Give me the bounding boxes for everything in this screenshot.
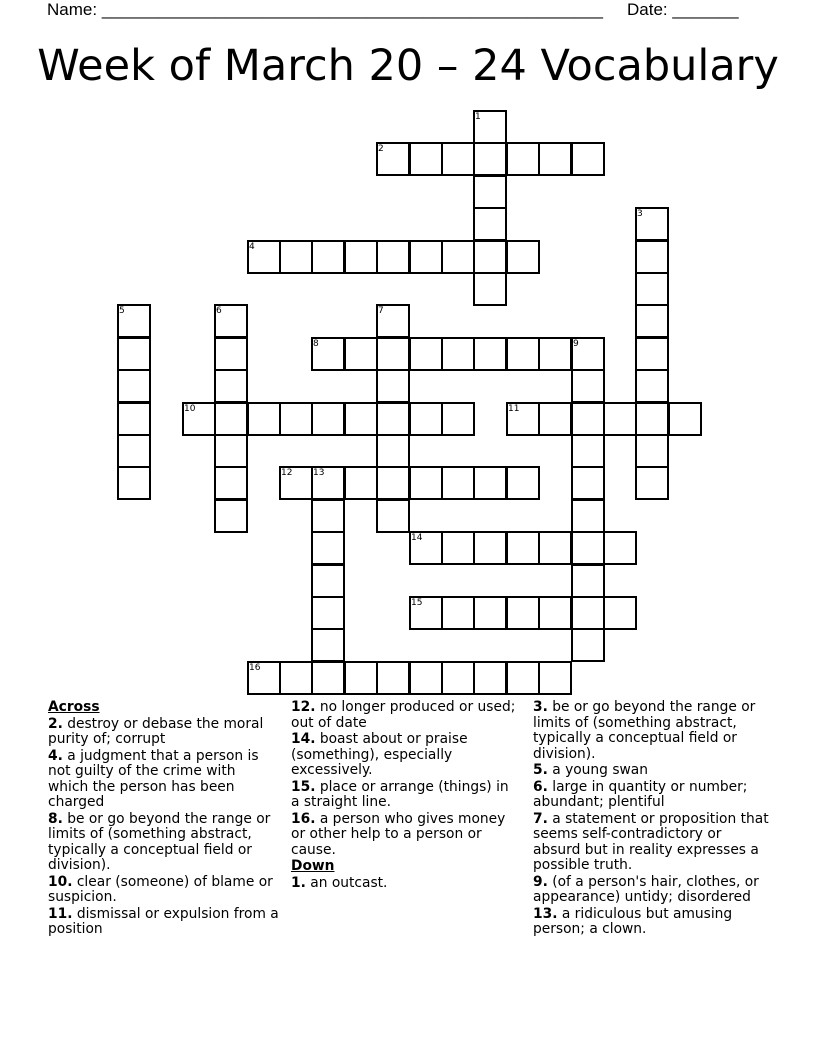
crossword-cell[interactable] [538, 531, 572, 565]
crossword-cell[interactable] [311, 564, 345, 598]
crossword-cell[interactable] [409, 596, 443, 630]
crossword-cell[interactable] [214, 499, 248, 533]
crossword-cell[interactable] [376, 304, 410, 338]
crossword-cell[interactable] [376, 466, 410, 500]
clues-column-3 [533, 700, 769, 939]
crossword-cell[interactable] [311, 337, 345, 371]
crossword-cell[interactable] [376, 402, 410, 436]
crossword-cell[interactable] [376, 499, 410, 533]
crossword-cell[interactable] [635, 369, 669, 403]
clue-across-11: 11. dismissal or expulsion from a position [48, 905, 279, 937]
clue-down-5: 5. a young swan [533, 762, 648, 778]
crossword-cell[interactable] [473, 175, 507, 209]
crossword-cell[interactable] [214, 304, 248, 338]
crossword-cell[interactable] [571, 499, 605, 533]
crossword-cell[interactable] [279, 661, 313, 695]
crossword-cell[interactable] [506, 596, 540, 630]
crossword-cell[interactable] [376, 434, 410, 468]
clue-number: 12 [281, 468, 293, 478]
crossword-cell[interactable] [473, 240, 507, 274]
crossword-cell[interactable] [311, 661, 345, 695]
crossword-cell[interactable] [441, 337, 475, 371]
clue-number: 6 [216, 306, 222, 316]
crossword-cell[interactable] [506, 402, 540, 436]
crossword-cell[interactable] [279, 402, 313, 436]
crossword-cell[interactable] [571, 142, 605, 176]
crossword-cell[interactable] [409, 337, 443, 371]
crossword-cell[interactable] [279, 240, 313, 274]
crossword-cell[interactable] [571, 369, 605, 403]
crossword-cell[interactable] [376, 369, 410, 403]
crossword-cell[interactable] [441, 661, 475, 695]
clue-number: 8 [313, 339, 319, 349]
crossword-cell[interactable] [603, 596, 637, 630]
crossword-cell[interactable] [311, 596, 345, 630]
clue-across-12: 12. no longer produced or used; out of date [291, 699, 516, 731]
crossword-cell[interactable] [214, 434, 248, 468]
crossword-cell[interactable] [311, 466, 345, 500]
crossword-cell[interactable] [571, 564, 605, 598]
crossword-cell[interactable] [571, 466, 605, 500]
crossword-cell[interactable] [441, 596, 475, 630]
crossword-cell[interactable] [473, 466, 507, 500]
crossword-cell[interactable] [635, 240, 669, 274]
clue-number: 3 [637, 209, 643, 219]
crossword-cell[interactable] [214, 402, 248, 436]
clue-number: 9 [573, 339, 579, 349]
clue-across-14: 14. boast about or praise (something), especially excessively. [291, 731, 468, 778]
down-heading: Down [291, 858, 335, 874]
crossword-cell[interactable] [409, 661, 443, 695]
crossword-cell[interactable] [571, 596, 605, 630]
crossword-cell[interactable] [635, 402, 669, 436]
crossword-cell[interactable] [344, 240, 378, 274]
crossword-cell[interactable] [214, 337, 248, 371]
clue-number: 4 [249, 242, 255, 252]
crossword-cell[interactable] [409, 531, 443, 565]
crossword-cell[interactable] [473, 142, 507, 176]
crossword-cell[interactable] [571, 531, 605, 565]
clue-number: 2 [378, 144, 384, 154]
clue-across-15: 15. place or arrange (things) in a straight line. [291, 778, 509, 810]
crossword-cell[interactable] [473, 110, 507, 144]
crossword-cell[interactable] [214, 466, 248, 500]
clue-across-16: 16. a person who gives money or other help to a person or cause. [291, 810, 506, 858]
clue-number: 14 [411, 533, 423, 543]
crossword-cell[interactable] [635, 434, 669, 468]
clue-number: 16 [249, 663, 261, 673]
name-line[interactable]: _____________________________________________________ [101, 0, 603, 19]
crossword-cell[interactable] [571, 628, 605, 662]
crossword-cell[interactable] [117, 402, 151, 436]
crossword-cell[interactable] [311, 531, 345, 565]
crossword-cell[interactable] [473, 337, 507, 371]
crossword-cell[interactable] [506, 337, 540, 371]
clue-down-6: 6. large in quantity or number; abundant; plentiful [533, 778, 748, 810]
crossword-cell[interactable] [473, 531, 507, 565]
clue-across-10: 10. clear (someone) of blame or suspicion. [48, 873, 273, 905]
crossword-cell[interactable] [376, 142, 410, 176]
crossword-cell[interactable] [117, 466, 151, 500]
crossword-cell[interactable] [571, 402, 605, 436]
crossword-cell[interactable] [473, 207, 507, 241]
crossword-cell[interactable] [214, 369, 248, 403]
clue-down-3: 3. be or go beyond the range or limits of (something abstract, typically a conceptual field or division). [533, 699, 756, 762]
crossword-cell[interactable] [311, 499, 345, 533]
crossword-cell[interactable] [344, 661, 378, 695]
crossword-cell[interactable] [376, 337, 410, 371]
crossword-cell[interactable] [117, 434, 151, 468]
clue-down-1: 1. an outcast. [291, 874, 388, 891]
clue-number: 11 [508, 404, 520, 414]
clue-down-13: 13. a ridiculous but amusing person; a clown. [533, 905, 733, 937]
crossword-cell[interactable] [538, 402, 572, 436]
crossword-cell[interactable] [506, 531, 540, 565]
crossword-cell[interactable] [635, 207, 669, 241]
clue-number: 13 [313, 468, 325, 478]
crossword-cell[interactable] [117, 304, 151, 338]
crossword-cell[interactable] [409, 402, 443, 436]
name-label: Name: [47, 0, 98, 19]
crossword-cell[interactable] [311, 402, 345, 436]
clue-number: 10 [184, 404, 196, 414]
crossword-cell[interactable] [635, 466, 669, 500]
crossword-cell[interactable] [376, 240, 410, 274]
date-line[interactable]: _______ [672, 0, 739, 19]
page-title: Week of March 20 – 24 Vocabulary [37, 41, 779, 91]
crossword-cell[interactable] [344, 337, 378, 371]
crossword-cell[interactable] [409, 466, 443, 500]
crossword-cell[interactable] [344, 466, 378, 500]
crossword-cell[interactable] [571, 434, 605, 468]
crossword-cell[interactable] [441, 531, 475, 565]
crossword-cell[interactable] [441, 402, 475, 436]
clue-across-4: 4. a judgment that a person is not guilty of the crime with which the person has been charged [48, 747, 259, 810]
date-label: Date: [627, 0, 668, 19]
crossword-cell[interactable] [506, 466, 540, 500]
crossword-cell[interactable] [311, 240, 345, 274]
crossword-cell[interactable] [538, 661, 572, 695]
clues-column-2 [291, 700, 521, 892]
clue-down-7: 7. a statement or proposition that seems self-contradictory or absurd but in reality expresses a possible truth. [533, 810, 769, 873]
crossword-cell[interactable] [506, 661, 540, 695]
crossword-cell[interactable] [409, 142, 443, 176]
crossword-cell[interactable] [506, 240, 540, 274]
crossword-cell[interactable] [247, 240, 281, 274]
crossword-cell[interactable] [506, 142, 540, 176]
crossword-cell[interactable] [344, 402, 378, 436]
crossword-cell[interactable] [538, 142, 572, 176]
crossword-cell[interactable] [603, 402, 637, 436]
crossword-cell[interactable] [473, 596, 507, 630]
clue-across-8: 8. be or go beyond the range or limits of (something abstract, typically a conceptual field or division). [48, 810, 271, 873]
clue-number: 7 [378, 306, 384, 316]
clues-column-1 [48, 700, 280, 939]
clue-across-2: 2. destroy or debase the moral purity of; corrupt [48, 715, 264, 747]
crossword-cell[interactable] [635, 337, 669, 371]
crossword-cell[interactable] [441, 466, 475, 500]
clue-number: 5 [119, 306, 125, 316]
crossword-cell[interactable] [635, 272, 669, 306]
crossword-cell[interactable] [311, 628, 345, 662]
crossword-cell[interactable] [441, 142, 475, 176]
crossword-cell[interactable] [117, 337, 151, 371]
across-heading: Across [48, 699, 100, 715]
crossword-cell[interactable] [635, 304, 669, 338]
crossword-cell[interactable] [538, 596, 572, 630]
crossword-cell[interactable] [376, 661, 410, 695]
clue-number: 15 [411, 598, 423, 608]
crossword-cell[interactable] [473, 272, 507, 306]
crossword-cell[interactable] [279, 466, 313, 500]
clue-down-9: 9. (of a person's hair, clothes, or appearance) untidy; disordered [533, 873, 759, 905]
crossword-cell[interactable] [441, 240, 475, 274]
crossword-cell[interactable] [247, 402, 281, 436]
crossword-cell[interactable] [668, 402, 702, 436]
crossword-cell[interactable] [117, 369, 151, 403]
crossword-cell[interactable] [473, 661, 507, 695]
crossword-cell[interactable] [182, 402, 216, 436]
crossword-cell[interactable] [571, 337, 605, 371]
crossword-cell[interactable] [247, 661, 281, 695]
clue-number: 1 [475, 112, 481, 122]
crossword-cell[interactable] [603, 531, 637, 565]
crossword-cell[interactable] [538, 337, 572, 371]
crossword-cell[interactable] [409, 240, 443, 274]
